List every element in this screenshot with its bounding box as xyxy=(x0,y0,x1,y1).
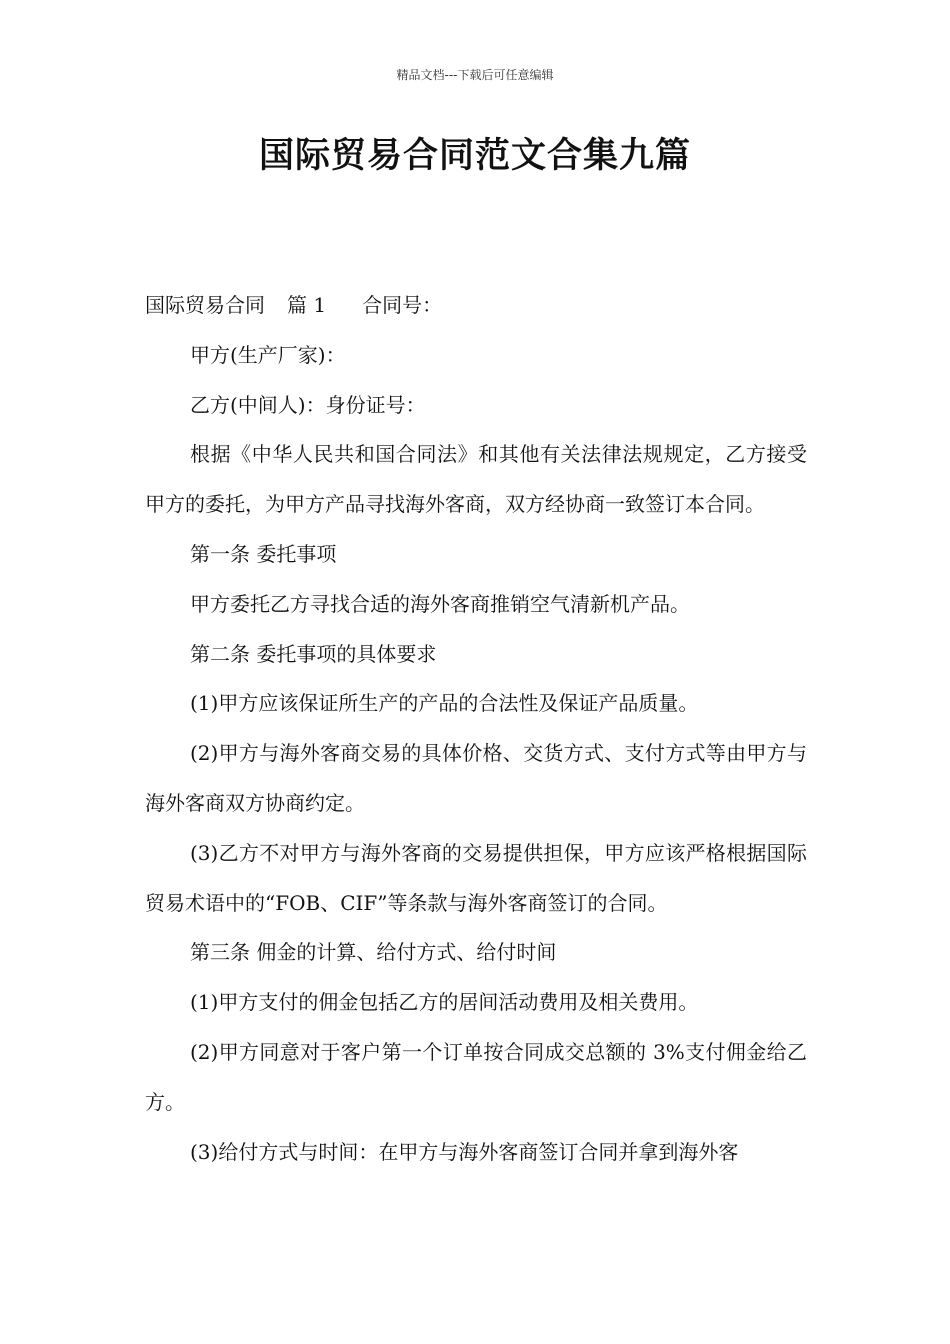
paragraph: (1)甲方应该保证所生产的产品的合法性及保证产品质量。 xyxy=(190,691,699,716)
article-heading: 第二条 委托事项的具体要求 xyxy=(190,641,437,666)
chapter-number: 篇 1 xyxy=(287,293,327,317)
document-body xyxy=(145,281,807,1177)
contract-name: 国际贸易合同 xyxy=(145,293,265,317)
contract-heading-line xyxy=(145,281,807,331)
paragraph: 甲方委托乙方寻找合适的海外客商推销空气清新机产品。 xyxy=(190,591,690,616)
header-note: 精品文档---下载后可任意编辑 xyxy=(396,68,554,82)
paragraph: (2)甲方与海外客商交易的具体价格、交货方式、支付方式等由甲方与海外客商双方协商约定。 xyxy=(145,741,807,815)
paragraph: 根据《中华人民共和国合同法》和其他有关法律法规规定，乙方接受甲方的委托，为甲方产品寻找海外客商，双方经协商一致签订本合同。 xyxy=(145,442,807,517)
contract-number-label: 合同号： xyxy=(362,293,443,317)
paragraph: 乙方(中间人)：身份证号： xyxy=(190,392,426,417)
paragraph: (1)甲方支付的佣金包括乙方的居间活动费用及相关费用。 xyxy=(190,990,699,1015)
paragraph: (2)甲方同意对于客户第一个订单按合同成交总额的 3%支付佣金给乙方。 xyxy=(145,1039,807,1114)
document-title: 国际贸易合同范文合集九篇 xyxy=(258,136,691,176)
article-heading: 第一条 委托事项 xyxy=(190,541,337,566)
paragraph: (3)乙方不对甲方与海外客商的交易提供担保，甲方应该严格根据国际贸易术语中的“FOB、CIF”等条款与海外客商签订的合同。 xyxy=(145,840,807,915)
article-heading: 第三条 佣金的计算、给付方式、给付时间 xyxy=(190,940,557,965)
paragraph: (3)给付方式与时间：在甲方与海外客商签订合同并拿到海外客 xyxy=(190,1139,739,1164)
paragraph: 甲方(生产厂家)： xyxy=(190,342,346,367)
